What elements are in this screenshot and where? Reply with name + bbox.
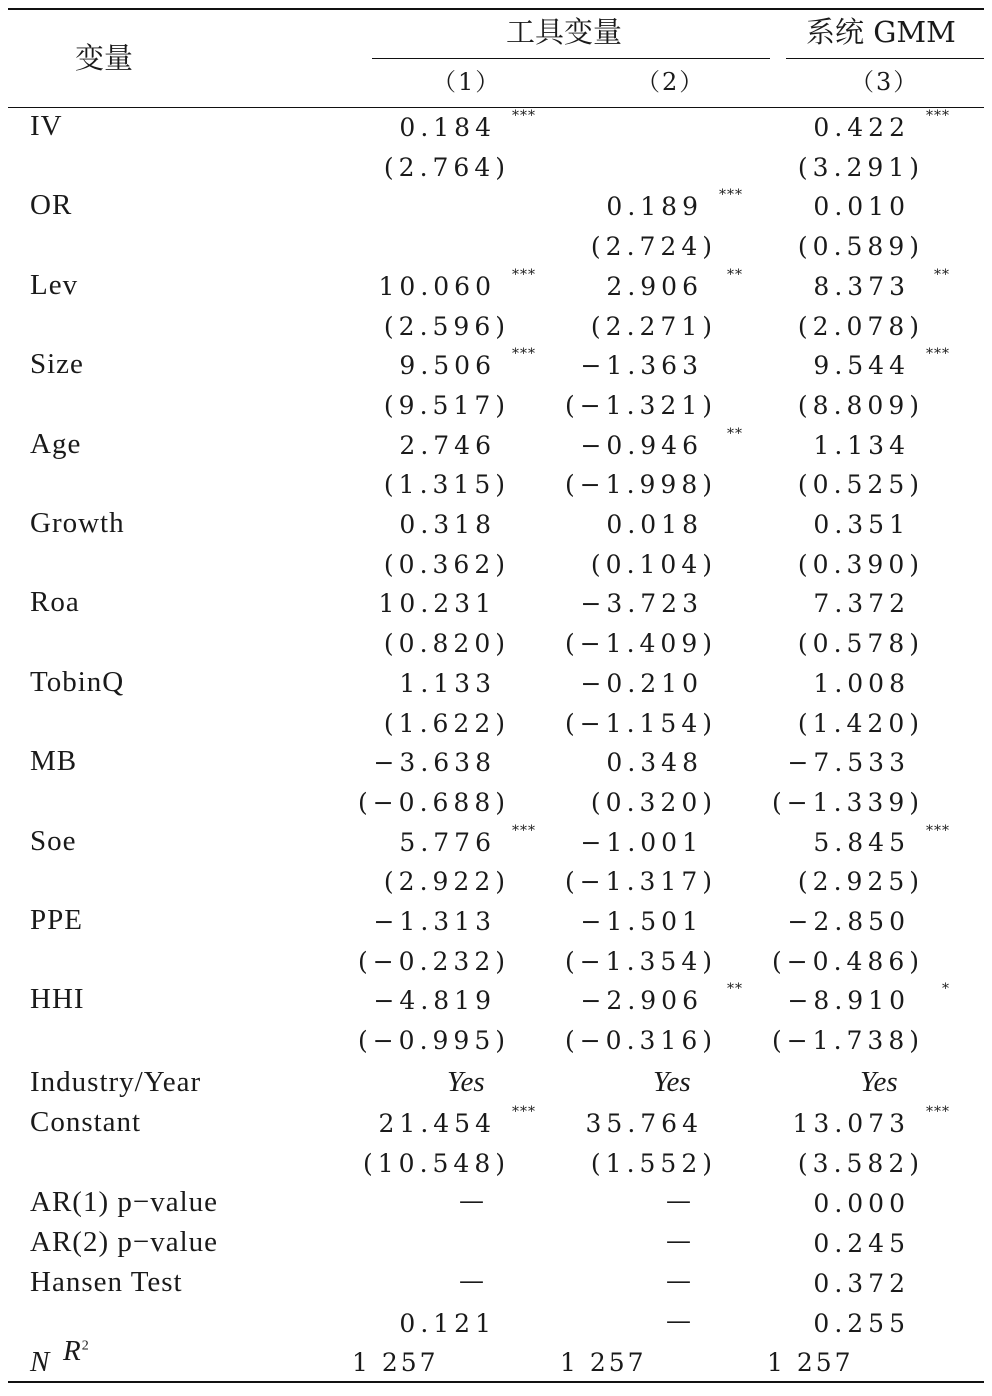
- tstat-cell: [565, 711, 717, 736]
- tstat-cell: [591, 790, 717, 815]
- tstat-cell: [798, 472, 924, 497]
- coef-cell: [373, 909, 496, 934]
- coef-cell: [787, 981, 950, 1015]
- tstat-cell: [358, 1028, 510, 1053]
- tstat-value: (8.809): [797, 391, 924, 420]
- row-label: Soe: [30, 825, 77, 857]
- col1-header: （1）: [432, 68, 502, 96]
- tstat-cell: [565, 1028, 717, 1053]
- coef-value: 5.845: [813, 828, 910, 857]
- coef-cell: [813, 346, 950, 380]
- significance-stars: **: [727, 981, 743, 997]
- tstat-cell: [358, 949, 510, 974]
- tstat-value: (1.315): [383, 470, 510, 499]
- coef-cell: [606, 267, 743, 301]
- hansen-c3: 0.372: [813, 1269, 910, 1298]
- tstat-cell: [384, 631, 510, 656]
- tstat-value: (0.578): [797, 629, 924, 658]
- ar2-c2: —: [666, 1226, 691, 1255]
- n-c1: 1 257: [352, 1348, 439, 1377]
- ar1-c3: 0.000: [813, 1189, 910, 1218]
- coef-value: 1.134: [813, 431, 910, 460]
- tstat-value: (0.104): [590, 550, 717, 579]
- tstat-value: (0.390): [797, 550, 924, 579]
- coef-cell: [606, 187, 743, 221]
- coef-cell: [580, 830, 703, 855]
- significance-stars: *: [942, 981, 950, 997]
- tstat-value: (1.622): [383, 709, 510, 738]
- coef-cell: [813, 671, 910, 696]
- r2-c1: 0.121: [399, 1309, 496, 1338]
- constant-tstat-cell: (10.548): [363, 1149, 510, 1178]
- significance-stars: ***: [926, 1104, 950, 1120]
- coef-value: −3.723: [580, 589, 703, 618]
- tstat-value: (3.291): [797, 153, 924, 182]
- tstat-value: (1.420): [797, 709, 924, 738]
- header-bottom-rule: [8, 107, 984, 108]
- tstat-value: (−0.688): [357, 788, 510, 817]
- coef-value: 0.422: [813, 113, 910, 142]
- coef-cell: [813, 433, 910, 458]
- row-label: OR: [30, 189, 73, 221]
- significance-stars: **: [934, 267, 950, 283]
- tstat-value: (−1.738): [771, 1026, 924, 1055]
- coef-value: −8.910: [787, 986, 910, 1015]
- tstat-cell: [591, 552, 717, 577]
- coef-cell: [606, 512, 703, 537]
- coef-value: −0.946: [580, 431, 703, 460]
- significance-stars: ***: [926, 346, 950, 362]
- col2-header: （2）: [636, 68, 706, 96]
- tstat-cell: [591, 234, 717, 259]
- coef-value: 0.318: [399, 510, 496, 539]
- n-label: N: [30, 1346, 51, 1378]
- coef-cell: [813, 108, 950, 142]
- coef-cell: [813, 823, 950, 857]
- significance-stars: ***: [512, 346, 536, 362]
- tstat-cell: [798, 711, 924, 736]
- coef-cell: [580, 591, 703, 616]
- coef-cell: [399, 512, 496, 537]
- tstat-value: (−0.995): [357, 1026, 510, 1055]
- coef-cell: [399, 346, 536, 380]
- tstat-cell: [798, 314, 924, 339]
- coef-value: −7.533: [787, 748, 910, 777]
- coef-value: −3.638: [373, 748, 496, 777]
- constant-coef-cell: [792, 1104, 950, 1138]
- tstat-value: (0.820): [383, 629, 510, 658]
- ar2-label: AR(2) p−value: [30, 1226, 219, 1258]
- tstat-value: (0.320): [590, 788, 717, 817]
- tstat-value: (−1.409): [564, 629, 717, 658]
- coef-cell: [373, 750, 496, 775]
- significance-stars: ***: [926, 823, 950, 839]
- significance-stars: ***: [719, 187, 743, 203]
- tstat-value: (2.925): [797, 867, 924, 896]
- coef-value: 0.184: [399, 113, 496, 142]
- n-c2: 1 257: [560, 1348, 647, 1377]
- coef-cell: [373, 988, 496, 1013]
- tstat-cell: [798, 631, 924, 656]
- tstat-cell: [565, 472, 717, 497]
- industry-year-label: Industry/Year: [30, 1066, 202, 1098]
- coef-value: −1.363: [580, 351, 703, 380]
- tstat-value: (−0.486): [771, 947, 924, 976]
- tstat-cell: [565, 869, 717, 894]
- constant-coef-value: 35.764: [585, 1109, 703, 1138]
- top-rule: [8, 8, 984, 10]
- row-label: Lev: [30, 269, 79, 301]
- tstat-cell: [384, 155, 510, 180]
- coef-value: −0.210: [580, 669, 703, 698]
- coef-cell: [379, 591, 496, 616]
- coef-value: 7.372: [813, 589, 910, 618]
- coef-value: 0.018: [606, 510, 703, 539]
- coef-cell: [606, 750, 703, 775]
- coef-value: 9.544: [813, 351, 910, 380]
- tstat-cell: [772, 949, 924, 974]
- coef-cell: [813, 512, 910, 537]
- coef-cell: [787, 750, 910, 775]
- constant-coef-cell: [586, 1111, 703, 1136]
- r2-c3: 0.255: [813, 1309, 910, 1338]
- row-label: TobinQ: [30, 666, 125, 698]
- coef-cell: [399, 433, 496, 458]
- iv-group-header: 工具变量: [506, 15, 623, 49]
- ar1-label: AR(1) p−value: [30, 1186, 219, 1218]
- tstat-cell: [772, 790, 924, 815]
- tstat-value: (−1.321): [564, 391, 717, 420]
- tstat-value: (−1.339): [771, 788, 924, 817]
- coef-cell: [813, 267, 950, 301]
- coef-value: 0.189: [606, 192, 703, 221]
- significance-stars: **: [727, 267, 743, 283]
- significance-stars: ***: [926, 108, 950, 124]
- row-label: MB: [30, 745, 78, 777]
- constant-coef-value: 13.073: [792, 1109, 910, 1138]
- coef-value: 10.231: [378, 589, 496, 618]
- tstat-cell: [384, 314, 510, 339]
- coef-cell: [813, 194, 910, 219]
- n-c3: 1 257: [767, 1348, 854, 1377]
- significance-stars: ***: [512, 823, 536, 839]
- significance-stars: ***: [512, 267, 536, 283]
- tstat-cell: [384, 869, 510, 894]
- r2-label-sup: 2: [81, 1338, 90, 1354]
- significance-stars: ***: [512, 1104, 536, 1120]
- tstat-cell: [384, 472, 510, 497]
- row-label: Size: [30, 348, 84, 380]
- coef-cell: [580, 426, 743, 460]
- constant-tstat-cell: (3.582): [797, 1149, 924, 1178]
- tstat-value: (2.922): [383, 867, 510, 896]
- ar1-c1: —: [459, 1186, 484, 1215]
- coef-value: 0.348: [606, 748, 703, 777]
- variable-header: 变量: [75, 41, 134, 75]
- constant-coef-value: 21.454: [378, 1109, 496, 1138]
- industry-year-c1: Yes: [447, 1066, 485, 1098]
- gmm-group-header: 系统 GMM: [806, 15, 956, 49]
- tstat-cell: [384, 552, 510, 577]
- row-label: HHI: [30, 983, 85, 1015]
- tstat-cell: [798, 552, 924, 577]
- tstat-cell: [565, 631, 717, 656]
- coef-value: 2.746: [399, 431, 496, 460]
- tstat-value: (−1.154): [564, 709, 717, 738]
- coef-cell: [580, 981, 743, 1015]
- coef-value: −1.501: [580, 907, 703, 936]
- coef-value: 0.351: [813, 510, 910, 539]
- row-label: PPE: [30, 904, 83, 936]
- coef-cell: [580, 909, 703, 934]
- row-label: Growth: [30, 507, 125, 539]
- coef-value: −2.850: [787, 907, 910, 936]
- col3-header: （3）: [850, 68, 920, 96]
- tstat-cell: [772, 1028, 924, 1053]
- tstat-value: (9.517): [383, 391, 510, 420]
- tstat-cell: [591, 314, 717, 339]
- coef-value: 9.506: [399, 351, 496, 380]
- tstat-value: (2.724): [590, 232, 717, 261]
- tstat-value: (−0.316): [564, 1026, 717, 1055]
- tstat-value: (−0.232): [357, 947, 510, 976]
- coef-value: −1.313: [373, 907, 496, 936]
- coef-cell: [813, 591, 910, 616]
- row-label: IV: [30, 110, 63, 142]
- r2-c2: —: [666, 1306, 691, 1335]
- hansen-label: Hansen Test: [30, 1266, 183, 1298]
- tstat-value: (2.596): [383, 312, 510, 341]
- coef-value: 1.133: [399, 669, 496, 698]
- coef-value: −2.906: [580, 986, 703, 1015]
- r2-label-main: R: [63, 1335, 82, 1367]
- coef-cell: [580, 671, 703, 696]
- hansen-c1: —: [459, 1266, 484, 1295]
- coef-value: −4.819: [373, 986, 496, 1015]
- tstat-cell: [798, 234, 924, 259]
- coef-value: 8.373: [813, 272, 910, 301]
- tstat-value: (2.271): [590, 312, 717, 341]
- tstat-value: (0.525): [797, 470, 924, 499]
- bottom-rule: [8, 1381, 984, 1383]
- coef-cell: [580, 353, 703, 378]
- coef-value: 1.008: [813, 669, 910, 698]
- coef-cell: [399, 108, 536, 142]
- coef-cell: [787, 909, 910, 934]
- ar2-c3: 0.245: [813, 1229, 910, 1258]
- constant-label: Constant: [30, 1106, 142, 1138]
- coef-value: −1.001: [580, 828, 703, 857]
- constant-coef-cell: [378, 1104, 536, 1138]
- tstat-value: (2.078): [797, 312, 924, 341]
- significance-stars: ***: [512, 108, 536, 124]
- coef-cell: [378, 267, 536, 301]
- tstat-cell: [565, 393, 717, 418]
- group-rule-iv: [372, 58, 770, 59]
- coef-value: 2.906: [606, 272, 703, 301]
- tstat-cell: [798, 155, 924, 180]
- tstat-cell: [384, 393, 510, 418]
- tstat-value: (0.362): [383, 550, 510, 579]
- industry-year-c2: Yes: [653, 1066, 691, 1098]
- tstat-cell: [798, 869, 924, 894]
- tstat-cell: [565, 949, 717, 974]
- coef-cell: [399, 671, 496, 696]
- coef-value: 5.776: [399, 828, 496, 857]
- tstat-value: (−1.998): [564, 470, 717, 499]
- tstat-value: (2.764): [383, 153, 510, 182]
- tstat-value: (0.589): [797, 232, 924, 261]
- significance-stars: **: [727, 426, 743, 442]
- row-label: Roa: [30, 586, 80, 618]
- group-rule-gmm: [786, 58, 984, 59]
- coef-cell: [399, 823, 536, 857]
- tstat-cell: [798, 393, 924, 418]
- coef-value: 10.060: [378, 272, 496, 301]
- constant-tstat-cell: (1.552): [590, 1149, 717, 1178]
- row-label: Age: [30, 428, 82, 460]
- industry-year-c3: Yes: [860, 1066, 898, 1098]
- tstat-value: (−1.354): [564, 947, 717, 976]
- tstat-cell: [384, 711, 510, 736]
- hansen-c2: —: [666, 1266, 691, 1295]
- tstat-cell: [358, 790, 510, 815]
- tstat-value: (−1.317): [564, 867, 717, 896]
- coef-value: 0.010: [813, 192, 910, 221]
- ar1-c2: —: [666, 1186, 691, 1215]
